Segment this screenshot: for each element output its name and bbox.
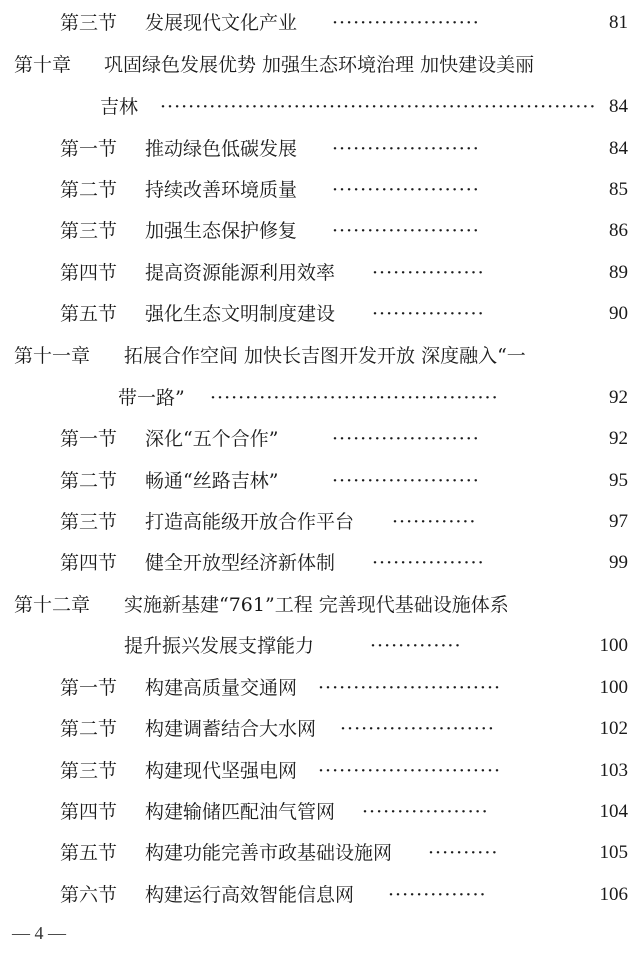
section-label: 第二节 xyxy=(60,179,118,201)
toc-entry-section[interactable] xyxy=(0,299,640,329)
page-number: 85 xyxy=(609,179,628,200)
page-number: 81 xyxy=(609,12,628,33)
page-number: 103 xyxy=(599,760,628,781)
page-number: 104 xyxy=(599,801,628,822)
leader-dots: ················ xyxy=(372,262,485,284)
toc-entry-section[interactable] xyxy=(0,838,640,868)
section-title: 构建功能完善市政基础设施网 xyxy=(145,842,393,864)
chapter-title: 拓展合作空间 加快长吉图开发开放 深度融入“一 xyxy=(124,345,526,367)
toc-entry-chapter-continuation[interactable] xyxy=(0,383,640,413)
toc-entry-section[interactable] xyxy=(0,258,640,288)
page-number: 99 xyxy=(609,552,628,573)
toc-entry-chapter-continuation[interactable] xyxy=(0,631,640,661)
section-title: 打造高能级开放合作平台 xyxy=(145,511,355,533)
toc-entry-section[interactable] xyxy=(0,216,640,246)
page-number: 86 xyxy=(609,220,628,241)
section-title: 构建运行高效智能信息网 xyxy=(145,884,355,906)
leader-dots: ·········· xyxy=(428,842,499,864)
section-title: 畅通“丝路吉林” xyxy=(145,470,279,492)
toc-entry-chapter[interactable] xyxy=(0,590,640,620)
chapter-title: 巩固绿色发展优势 加强生态环境治理 加快建设美丽 xyxy=(104,54,535,76)
toc-entry-section[interactable] xyxy=(0,880,640,910)
page-number: 89 xyxy=(609,262,628,283)
section-label: 第一节 xyxy=(60,138,118,160)
section-label: 第一节 xyxy=(60,677,118,699)
section-label: 第六节 xyxy=(60,884,118,906)
toc-entry-chapter[interactable] xyxy=(0,50,640,80)
section-title: 持续改善环境质量 xyxy=(145,179,298,201)
leader-dots: ········································· xyxy=(210,387,499,409)
section-label: 第四节 xyxy=(60,801,118,823)
toc-entry-section[interactable] xyxy=(0,8,640,38)
page-footer-number: — 4 — xyxy=(12,923,66,943)
section-label: 第三节 xyxy=(60,220,118,242)
section-label: 第三节 xyxy=(60,760,118,782)
toc-entry-section[interactable] xyxy=(0,548,640,578)
leader-dots: ············ xyxy=(392,511,477,533)
section-title: 提高资源能源利用效率 xyxy=(145,262,336,284)
toc-entry-section[interactable] xyxy=(0,714,640,744)
leader-dots: ·············· xyxy=(388,884,487,906)
page-number: 102 xyxy=(599,718,628,739)
page-number: 97 xyxy=(609,511,628,532)
page-number: 106 xyxy=(599,884,628,905)
section-label: 第四节 xyxy=(60,552,118,574)
page-number: 100 xyxy=(599,635,628,656)
page-number: 95 xyxy=(609,470,628,491)
section-label: 第二节 xyxy=(60,470,118,492)
chapter-label: 第十章 xyxy=(14,54,72,76)
page-number: 90 xyxy=(609,303,628,324)
section-title: 构建高质量交通网 xyxy=(145,677,298,699)
section-label: 第一节 xyxy=(60,428,118,450)
leader-dots: ················ xyxy=(372,552,485,574)
section-title: 深化“五个合作” xyxy=(145,428,279,450)
section-label: 第二节 xyxy=(60,718,118,740)
section-title: 构建输储匹配油气管网 xyxy=(145,801,336,823)
page-number: 105 xyxy=(599,842,628,863)
page-number: 84 xyxy=(609,96,628,117)
page-number: 92 xyxy=(609,387,628,408)
toc-entry-section[interactable] xyxy=(0,756,640,786)
section-title: 强化生态文明制度建设 xyxy=(145,303,336,325)
section-title: 加强生态保护修复 xyxy=(145,220,298,242)
toc-entry-section[interactable] xyxy=(0,175,640,205)
section-label: 第四节 xyxy=(60,262,118,284)
toc-entry-chapter-continuation[interactable] xyxy=(0,92,640,122)
leader-dots: ····················· xyxy=(332,179,480,201)
leader-dots: ······················ xyxy=(340,718,495,740)
section-label: 第三节 xyxy=(60,511,118,533)
section-title: 健全开放型经济新体制 xyxy=(145,552,336,574)
leader-dots: ············· xyxy=(370,635,462,657)
toc-entry-section[interactable] xyxy=(0,507,640,537)
page-number: 84 xyxy=(609,138,628,159)
chapter-label: 第十一章 xyxy=(14,345,91,367)
toc-entry-section[interactable] xyxy=(0,424,640,454)
section-title: 推动绿色低碳发展 xyxy=(145,138,298,160)
leader-dots: ····················· xyxy=(332,428,480,450)
section-label: 第三节 xyxy=(60,12,118,34)
page-number: 100 xyxy=(599,677,628,698)
toc-entry-chapter[interactable] xyxy=(0,341,640,371)
leader-dots: ················ xyxy=(372,303,485,325)
leader-dots: ·························· xyxy=(318,677,502,699)
leader-dots: ······························································ xyxy=(160,96,597,118)
section-title: 构建现代坚强电网 xyxy=(145,760,298,782)
section-title: 构建调蓄结合大水网 xyxy=(145,718,317,740)
toc-entry-section[interactable] xyxy=(0,797,640,827)
section-label: 第五节 xyxy=(60,842,118,864)
toc-entry-section[interactable] xyxy=(0,673,640,703)
leader-dots: ····················· xyxy=(332,138,480,160)
section-title: 发展现代文化产业 xyxy=(145,12,298,34)
leader-dots: ····················· xyxy=(332,470,480,492)
leader-dots: ·························· xyxy=(318,760,502,782)
chapter-title-continuation: 吉林 xyxy=(100,96,139,118)
chapter-title-continuation: 提升振兴发展支撑能力 xyxy=(124,635,315,657)
toc-entry-section[interactable] xyxy=(0,134,640,164)
leader-dots: ·················· xyxy=(362,801,489,823)
chapter-label: 第十二章 xyxy=(14,594,91,616)
toc-entry-section[interactable] xyxy=(0,466,640,496)
section-label: 第五节 xyxy=(60,303,118,325)
chapter-title: 实施新基建“761”工程 完善现代基础设施体系 xyxy=(124,594,509,616)
chapter-title-continuation: 带一路” xyxy=(118,387,185,409)
page-number: 92 xyxy=(609,428,628,449)
leader-dots: ····················· xyxy=(332,220,480,242)
leader-dots: ····················· xyxy=(332,12,480,34)
